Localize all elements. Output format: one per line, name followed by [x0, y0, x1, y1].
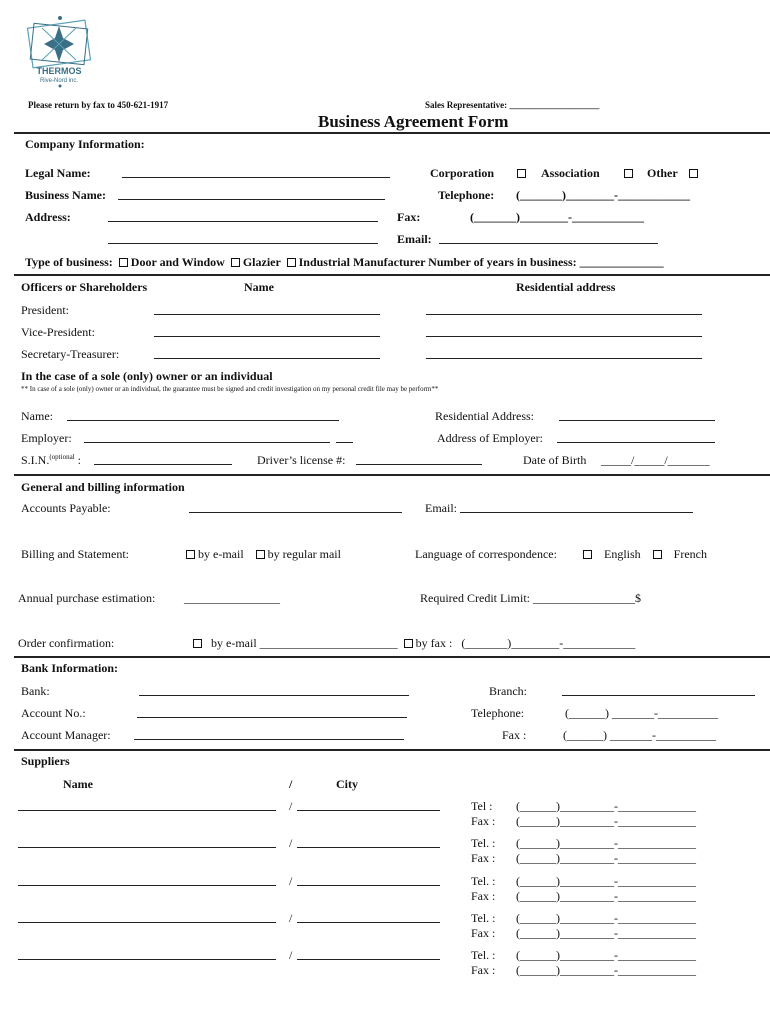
- type-of-business: [25, 255, 664, 270]
- industrial-label: Industrial Manufacturer: [298, 255, 426, 269]
- supplier-slash: /: [289, 799, 293, 813]
- branch-label: Branch:: [489, 684, 527, 698]
- billing-email-checkbox[interactable]: [186, 550, 195, 559]
- supplier-fax-input[interactable]: (______)_________-_____________: [516, 889, 696, 903]
- business-name-input[interactable]: [118, 188, 385, 200]
- supplier-fax-input[interactable]: (______)_________-_____________: [516, 926, 696, 940]
- accounts-payable-label: Accounts Payable:: [21, 501, 111, 515]
- order-confirmation-label: Order confirmation:: [18, 636, 115, 650]
- bank-heading: Bank Information:: [21, 661, 119, 675]
- thermos-logo-icon: [22, 14, 96, 88]
- fax-label: Fax:: [397, 210, 421, 224]
- dob-label: Date of Birth: [523, 453, 587, 467]
- vp-address-input[interactable]: [426, 325, 702, 337]
- sole-name-label: Name:: [21, 409, 53, 423]
- billing-heading: General and billing information: [21, 480, 185, 494]
- divider: [14, 132, 770, 134]
- accounts-payable-input[interactable]: [189, 501, 402, 513]
- supplier-tel-input[interactable]: (______)_________-_____________: [516, 911, 696, 925]
- drivers-license-label: Driver’s license #:: [257, 453, 346, 467]
- name-col-header: Name: [244, 280, 274, 294]
- order-fax-checkbox[interactable]: [404, 639, 413, 648]
- english-option: English: [604, 547, 641, 561]
- supplier-fax-input[interactable]: (______)_________-_____________: [516, 963, 696, 977]
- french-option: French: [673, 547, 707, 561]
- supplier-fax-label: Fax :: [471, 889, 496, 903]
- supplier-tel-input[interactable]: (______)_________-_____________: [516, 836, 696, 850]
- officers-col-header: Officers or Shareholders: [21, 280, 148, 294]
- glazier-checkbox[interactable]: [231, 258, 240, 267]
- order-email-checkbox[interactable]: [193, 639, 202, 648]
- supplier-tel-input[interactable]: (______)_________-_____________: [516, 874, 696, 888]
- employer-address-label: Address of Employer:: [437, 431, 543, 445]
- bank-fax-input[interactable]: (______) _______-__________: [563, 728, 716, 742]
- drivers-license-input[interactable]: [356, 453, 482, 465]
- supplier-fax-input[interactable]: (______)_________-_____________: [516, 851, 696, 865]
- account-no-label: Account No.:: [21, 706, 86, 720]
- supplier-fax-input[interactable]: (______)_________-_____________: [516, 814, 696, 828]
- address-input-2[interactable]: [108, 232, 378, 244]
- telephone-input[interactable]: (_______)________-____________: [516, 188, 690, 202]
- association-checkbox[interactable]: [624, 169, 633, 178]
- door-window-label: Door and Window: [130, 255, 225, 269]
- order-email-field[interactable]: by e-mail _______________________: [211, 636, 398, 650]
- page-title: Business Agreement Form: [318, 112, 509, 131]
- supplier-fax-label: Fax :: [471, 851, 496, 865]
- legal-name-input[interactable]: [122, 166, 390, 178]
- billing-email-input[interactable]: [460, 501, 693, 513]
- divider: [14, 274, 770, 276]
- branch-input[interactable]: [562, 684, 755, 696]
- supplier-name-input[interactable]: [18, 799, 276, 811]
- employer-address-input[interactable]: [557, 431, 715, 443]
- residential-address-label: Residential Address:: [435, 409, 534, 423]
- french-checkbox[interactable]: [653, 550, 662, 559]
- account-no-input[interactable]: [137, 706, 407, 718]
- supplier-city-input[interactable]: [297, 948, 440, 960]
- supplier-fax-label: Fax :: [471, 963, 496, 977]
- corporation-label: Corporation: [430, 166, 494, 180]
- supplier-fax-label: Fax :: [471, 926, 496, 940]
- email-input[interactable]: [439, 232, 658, 244]
- language-label: Language of correspondence:: [415, 547, 557, 561]
- supplier-city-input[interactable]: [297, 911, 440, 923]
- officer-row-label: Secretary-Treasurer:: [21, 347, 120, 361]
- bank-label: Bank:: [21, 684, 50, 698]
- years-in-business[interactable]: Number of years in business: ______________: [428, 255, 664, 269]
- officer-row-label: President:: [21, 303, 69, 317]
- supplier-tel-label: Tel. :: [471, 836, 496, 850]
- bank-input[interactable]: [139, 684, 409, 696]
- billing-mail-checkbox[interactable]: [256, 550, 265, 559]
- supplier-slash: /: [289, 911, 293, 925]
- english-checkbox[interactable]: [583, 550, 592, 559]
- sin-input[interactable]: [94, 453, 232, 465]
- bank-telephone-input[interactable]: (______) _______-__________: [565, 706, 718, 720]
- supplier-slash: /: [289, 836, 293, 850]
- supplier-tel-input[interactable]: (______)_________-_____________: [516, 799, 696, 813]
- supplier-fax-label: Fax :: [471, 814, 496, 828]
- residential-address-input[interactable]: [559, 409, 715, 421]
- president-address-input[interactable]: [426, 303, 702, 315]
- vp-name-input[interactable]: [154, 325, 380, 337]
- employer-label: Employer:: [21, 431, 72, 445]
- fax-note: Please return by fax to 450-621-1917: [28, 100, 169, 110]
- supplier-city-input[interactable]: [297, 799, 440, 811]
- account-manager-label: Account Manager:: [21, 728, 111, 742]
- legal-name-label: Legal Name:: [25, 166, 91, 180]
- suppliers-heading: Suppliers: [21, 754, 70, 768]
- supplier-name-header: Name: [63, 777, 93, 791]
- type-label: Type of business:: [25, 255, 113, 269]
- secretary-address-input[interactable]: [426, 347, 702, 359]
- sales-rep-field[interactable]: Sales Representative: ____________________: [425, 100, 600, 110]
- secretary-name-input[interactable]: [154, 347, 380, 359]
- telephone-label: Telephone:: [438, 188, 495, 202]
- supplier-name-input[interactable]: [18, 911, 276, 923]
- company-heading: Company Information:: [25, 137, 145, 151]
- dob-input[interactable]: _____/_____/_______: [601, 453, 710, 467]
- logo-sub: Rive-Nord inc.: [39, 78, 79, 84]
- supplier-slash: /: [289, 948, 293, 962]
- supplier-city-header: City: [336, 777, 358, 791]
- address-label: Address:: [25, 210, 71, 224]
- association-label: Association: [541, 166, 600, 180]
- employer-input[interactable]: [84, 431, 330, 443]
- billing-email-label: Email:: [425, 501, 457, 515]
- door-window-checkbox[interactable]: [119, 258, 128, 267]
- divider: [14, 656, 770, 658]
- sin-optional: (optional: [49, 453, 75, 461]
- address-input-1[interactable]: [108, 210, 378, 222]
- president-name-input[interactable]: [154, 303, 380, 315]
- supplier-tel-label: Tel. :: [471, 948, 496, 962]
- billing-mail-option: by regular mail: [267, 547, 341, 561]
- billing-email-option: by e-mail: [198, 547, 244, 561]
- employer-input-extra[interactable]: [336, 431, 353, 443]
- sin-label: S.I.N.$^{(optional}$ :: [21, 453, 81, 467]
- supplier-tel-label: Tel. :: [471, 911, 496, 925]
- address-col-header: Residential address: [516, 280, 616, 294]
- billing-statement-label: Billing and Statement:: [21, 547, 129, 561]
- supplier-name-input[interactable]: [18, 874, 276, 886]
- glazier-label: Glazier: [242, 255, 281, 269]
- company-logo: [22, 14, 96, 88]
- supplier-tel-input[interactable]: (______)_________-_____________: [516, 948, 696, 962]
- supplier-name-input[interactable]: [18, 948, 276, 960]
- email-label: Email:: [397, 232, 432, 246]
- sole-name-input[interactable]: [67, 409, 339, 421]
- logo-brand: THERMOS: [36, 66, 82, 76]
- supplier-city-input[interactable]: [297, 836, 440, 848]
- divider: [14, 474, 770, 476]
- supplier-tel-label: Tel. :: [471, 874, 496, 888]
- supplier-name-input[interactable]: [18, 836, 276, 848]
- supplier-tel-label: Tel :: [471, 799, 493, 813]
- order-fax-input[interactable]: (_______)________-____________: [461, 636, 636, 650]
- sole-heading: In the case of a sole (only) owner or an individual: [21, 369, 273, 383]
- supplier-slash: /: [289, 874, 293, 888]
- annual-purchase-input[interactable]: ________________: [184, 591, 280, 605]
- sole-note: ** In case of a sole (only) owner or an individual, the guarantee must be signed and credit investigation on my personal credit file may be perform**: [21, 385, 439, 393]
- industrial-checkbox[interactable]: [287, 258, 296, 267]
- divider: [14, 749, 770, 751]
- business-name-label: Business Name:: [25, 188, 107, 202]
- order-fax-label: by fax :: [415, 636, 453, 650]
- other-label: Other: [647, 166, 678, 180]
- bank-fax-label: Fax :: [502, 728, 527, 742]
- other-checkbox[interactable]: [689, 169, 698, 178]
- supplier-slash: /: [289, 777, 293, 791]
- fax-input[interactable]: (_______)________-____________: [470, 210, 644, 224]
- annual-purchase-label: Annual purchase estimation:: [18, 591, 156, 605]
- officer-row-label: Vice-President:: [21, 325, 95, 339]
- corporation-checkbox[interactable]: [517, 169, 526, 178]
- credit-limit-field[interactable]: Required Credit Limit: _________________$: [420, 591, 641, 605]
- supplier-city-input[interactable]: [297, 874, 440, 886]
- bank-telephone-label: Telephone:: [471, 706, 525, 720]
- account-manager-input[interactable]: [134, 728, 404, 740]
